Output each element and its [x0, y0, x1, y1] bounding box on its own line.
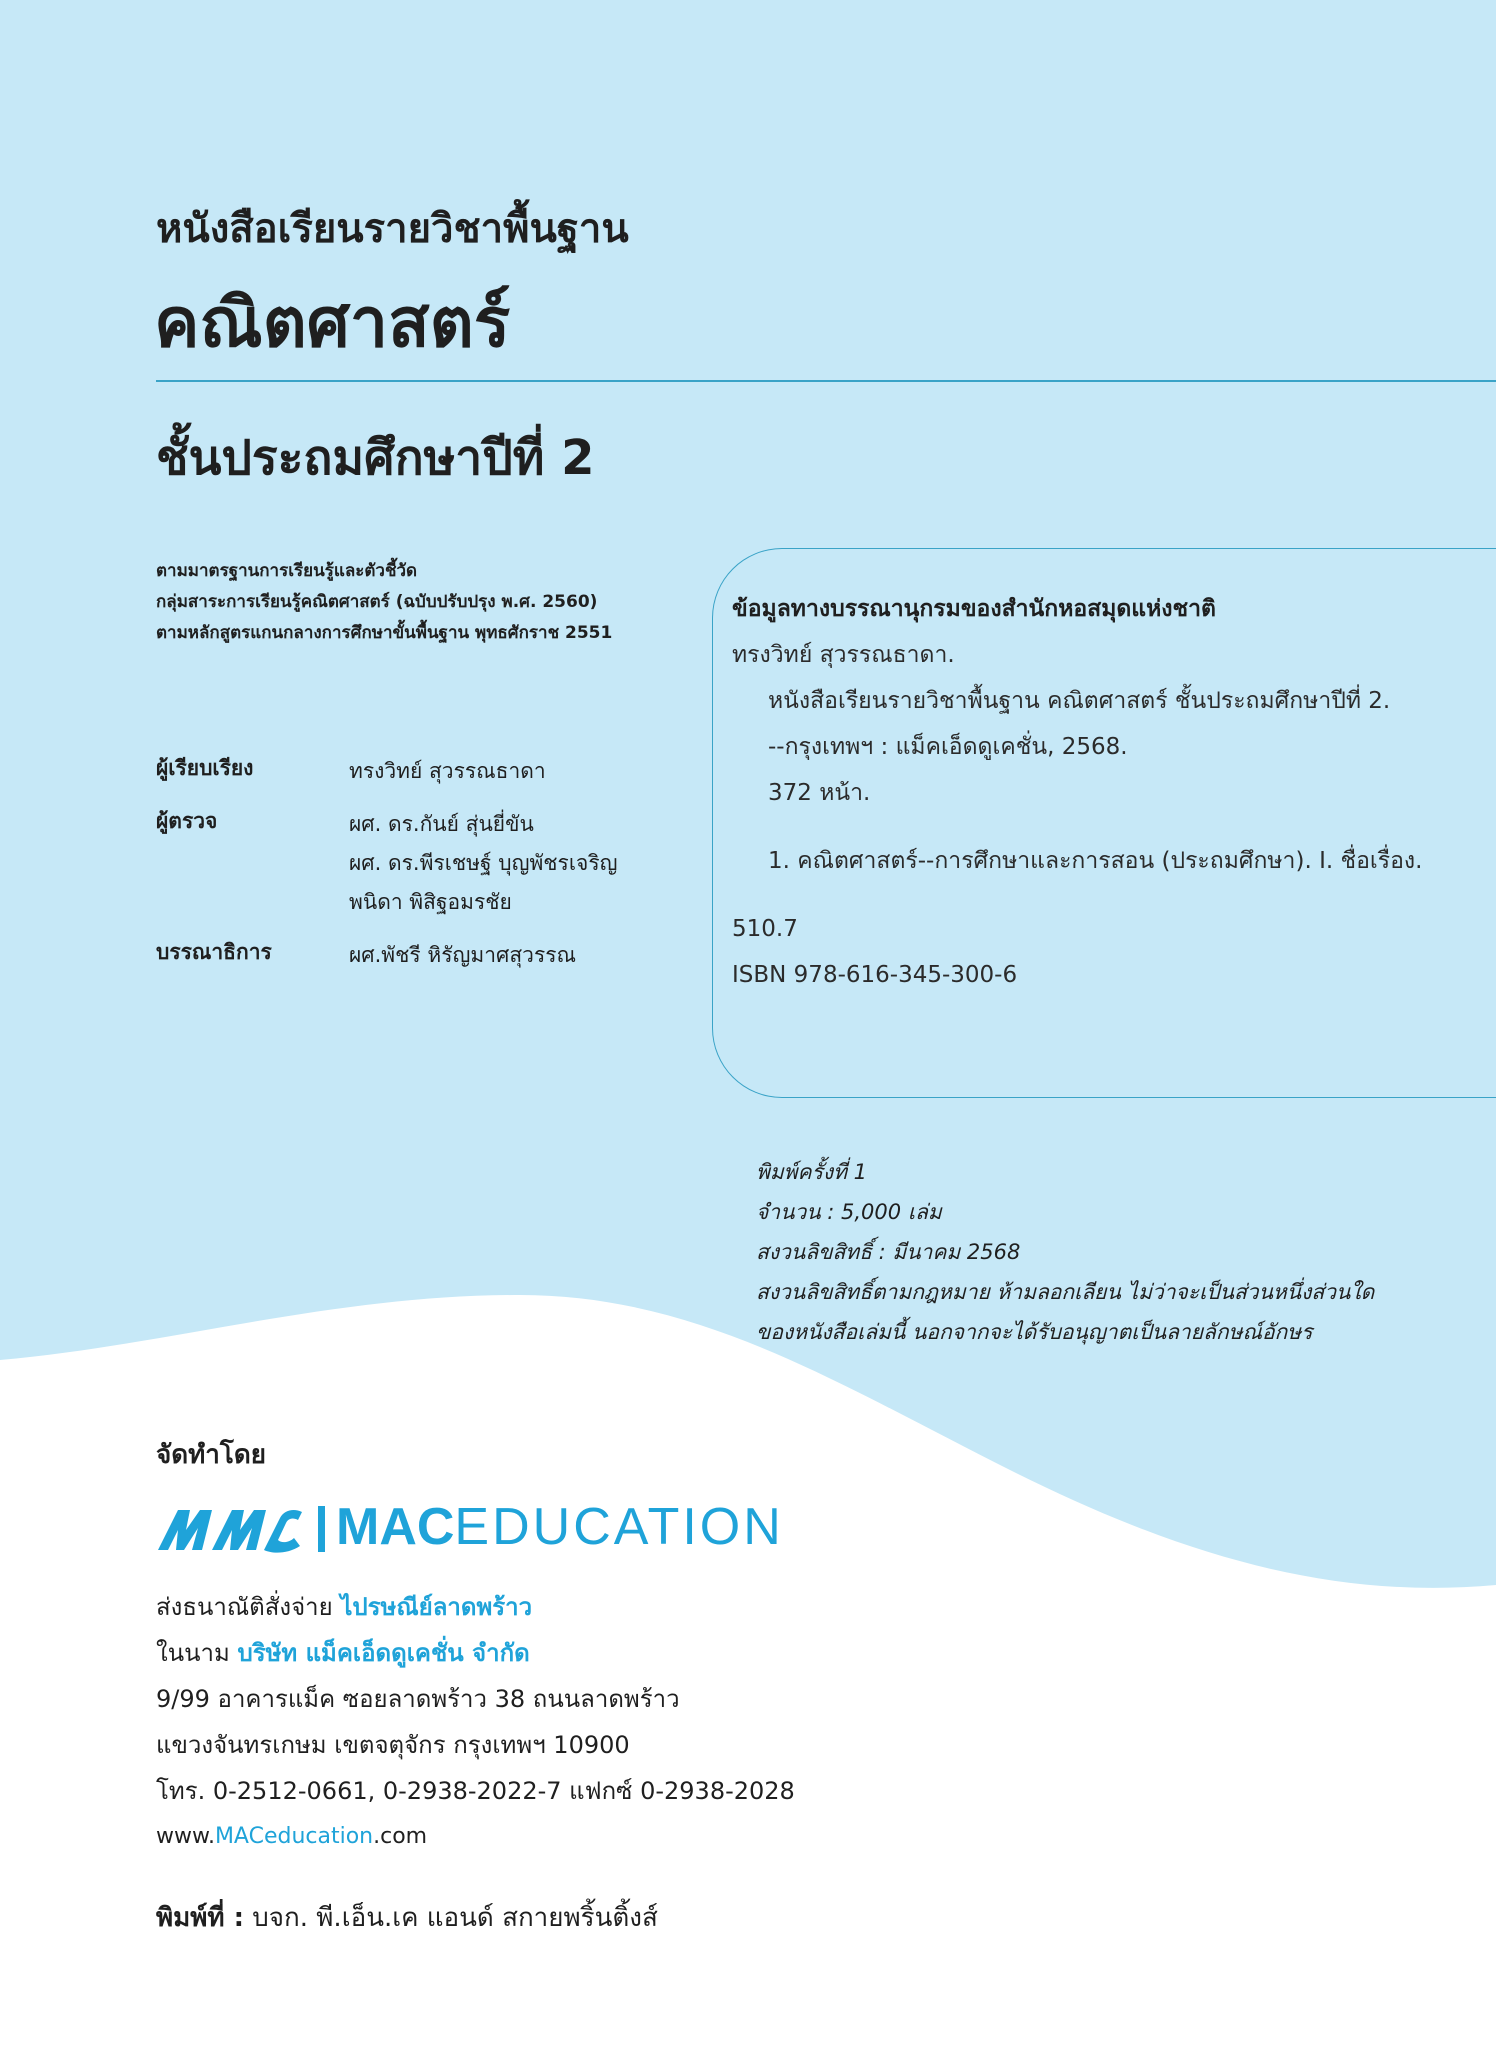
logo-divider — [318, 1506, 325, 1552]
print-info — [756, 1152, 1374, 1352]
author-name: ทรงวิทย์ สุวรรณธาดา — [349, 759, 546, 783]
payee-name: บริษัท แม็คเอ็ดดูเคชั่น จำกัด — [237, 1639, 530, 1667]
printer-name: บจก. พี.เอ็น.เค แอนด์ สกายพริ้นติ้งส์ — [252, 1903, 658, 1933]
copyright-notice: สงวนลิขสิทธิ์ตามกฎหมาย ห้ามลอกเลียน ไม่ว่าจะเป็นส่วนหนึ่งส่วนใด — [756, 1280, 1375, 1304]
print-quantity: จำนวน : 5,000 เล่ม — [756, 1200, 942, 1224]
catalog-pages: 372 หน้า. — [768, 780, 871, 806]
subject-line: หนังสือเรียนรายวิชาพื้นฐาน — [156, 206, 629, 252]
catalog-subject: 1. คณิตศาสตร์--การศึกษาและการสอน (ประถมศึกษา). I. ชื่อเรื่อง. — [768, 848, 1423, 874]
catalog-heading: ข้อมูลทางบรรณานุกรมของสำนักหอสมุดแห่งชาติ — [732, 596, 1216, 622]
editor-names — [349, 936, 576, 975]
reviewer-role: ผู้ตรวจ — [156, 809, 218, 833]
book-title: คณิตศาสตร์ — [154, 284, 511, 363]
reviewer-name: พนิดา พิสิฐอมรชัย — [349, 890, 512, 914]
catalog-publisher: --กรุงเทพฯ : แม็คเอ็ดดูเคชั่น, 2568. — [768, 734, 1128, 760]
logo-mac: MAC — [336, 1498, 455, 1556]
money-order-place: ไปรษณีย์ลาดพร้าว — [340, 1593, 533, 1621]
title-divider — [156, 380, 1496, 382]
reviewer-row — [156, 805, 618, 922]
author-names — [349, 752, 546, 791]
copyright-notice: ของหนังสือเล่มนี้ นอกจากจะได้รับอนุญาตเป็นลายลักษณ์อักษร — [756, 1320, 1313, 1344]
curriculum-standards — [156, 556, 612, 649]
editor-role: บรรณาธิการ — [156, 940, 272, 964]
made-by-label: จัดทำโดย — [156, 1440, 266, 1470]
publisher-contact — [156, 1584, 795, 1860]
web-brand: MACeducation — [214, 1824, 374, 1849]
grade-level: ชั้นประถมศึกษาปีที่ 2 — [156, 430, 595, 486]
printer-line — [156, 1897, 658, 1938]
web-suffix: .com — [373, 1824, 428, 1849]
address-line: 9/99 อาคารแม็ค ซอยลาดพร้าว 38 ถนนลาดพร้าว — [156, 1685, 680, 1713]
reviewer-name: ผศ. ดร.พีรเชษฐ์ บุญพัชรเจริญ — [349, 851, 618, 875]
edition: พิมพ์ครั้งที่ 1 — [756, 1160, 867, 1184]
reviewer-names — [349, 805, 618, 922]
cataloging-data — [732, 586, 1422, 998]
logo-education: EDUCATION — [454, 1498, 784, 1556]
standards-line: ตามมาตรฐานการเรียนรู้และตัวชี้วัด — [156, 561, 418, 581]
author-role: ผู้เรียบเรียง — [156, 756, 254, 780]
website-link[interactable] — [156, 1814, 795, 1860]
catalog-isbn: ISBN 978-616-345-300-6 — [732, 962, 1018, 988]
standards-line: ตามหลักสูตรแกนกลางการศึกษาขั้นพื้นฐาน พุทธศักราช 2551 — [156, 623, 613, 643]
editor-name: ผศ.พัชรี หิรัญมาศสุวรรณ — [349, 943, 576, 967]
editor-row — [156, 936, 618, 975]
standards-line: กลุ่มสาระการเรียนรู้คณิตศาสตร์ (ฉบับปรับปรุง พ.ศ. 2560) — [156, 592, 598, 612]
money-order-line — [156, 1584, 795, 1630]
mac-logo-icon — [156, 1504, 304, 1554]
phone-line: โทร. 0-2512-0661, 0-2938-2022-7 แฟกซ์ 0-2938-2028 — [156, 1777, 795, 1805]
web-prefix: www. — [156, 1824, 215, 1849]
author-row — [156, 752, 618, 791]
printer-label: พิมพ์ที่ : — [156, 1903, 245, 1933]
payee-line — [156, 1630, 795, 1676]
catalog-classification: 510.7 — [732, 916, 798, 942]
money-order-prefix: ส่งธนาณัติสั่งจ่าย — [156, 1593, 333, 1621]
logo-wordmark — [336, 1498, 784, 1556]
address-line: แขวงจันทรเกษม เขตจตุจักร กรุงเทพฯ 10900 — [156, 1731, 630, 1759]
catalog-title: หนังสือเรียนรายวิชาพื้นฐาน คณิตศาสตร์ ชั้นประถมศึกษาปีที่ 2. — [768, 688, 1391, 714]
catalog-author: ทรงวิทย์ สุวรรณธาดา. — [732, 642, 955, 668]
reviewer-name: ผศ. ดร.กันย์ สุ่นยี่ขัน — [349, 812, 534, 836]
payee-prefix: ในนาม — [156, 1639, 230, 1667]
credits — [156, 752, 618, 989]
copyright-date: สงวนลิขสิทธิ์ : มีนาคม 2568 — [756, 1240, 1021, 1264]
